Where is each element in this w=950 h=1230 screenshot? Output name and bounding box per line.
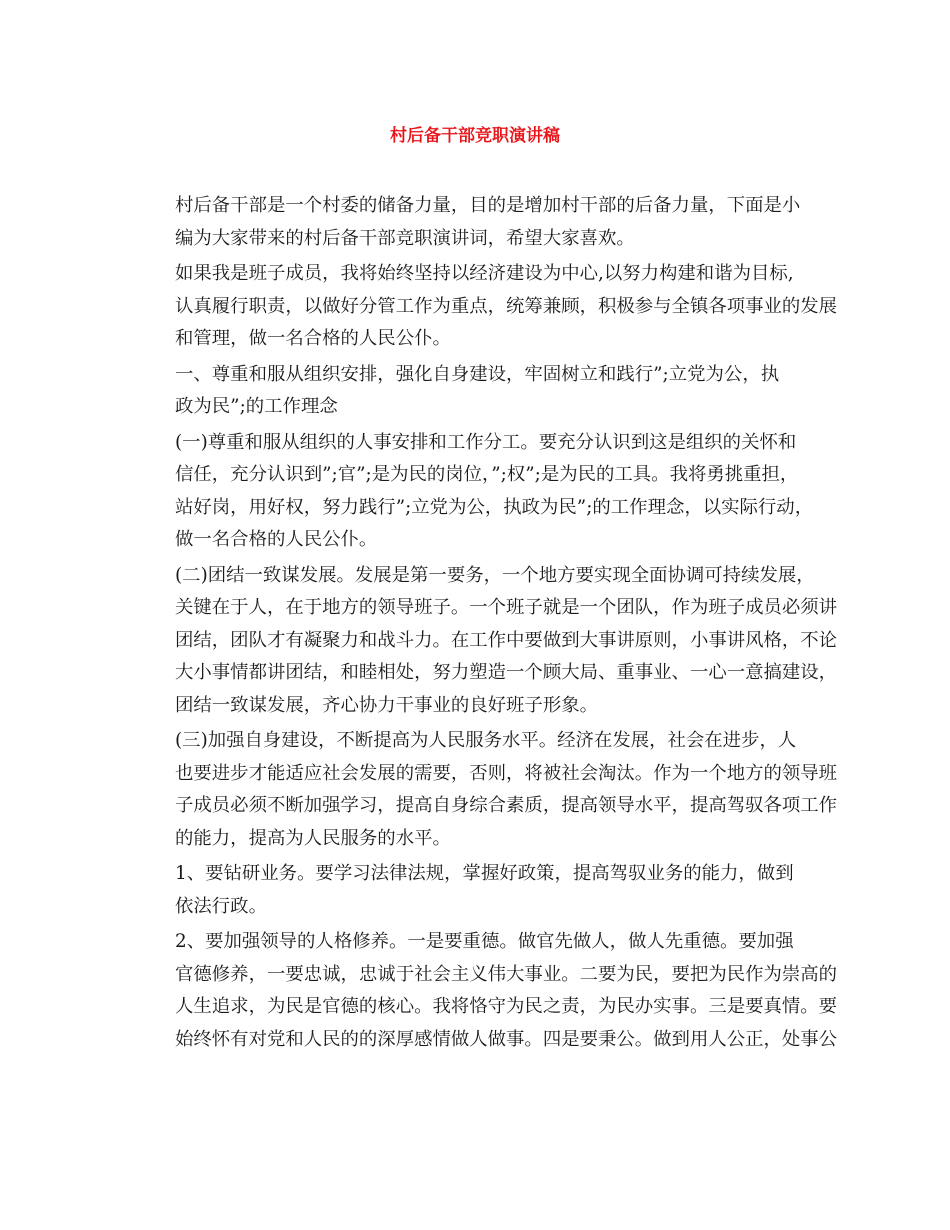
paragraph-line: (二)团结一致谋发展。发展是第一要务，一个地方要实现全面协调可持续发展， <box>175 564 815 586</box>
paragraph-line: 2、要加强领导的人格修养。一是要重德。做官先做人，做人先重德。要加强 <box>175 931 794 952</box>
paragraph-line: 如果我是班子成员，我将始终坚持以经济建设为中心,以努力构建和谐为目标, <box>175 263 794 284</box>
paragraph-point-2 <box>139 926 838 1056</box>
paragraph-line: 政为民”;的工作理念 <box>175 396 338 417</box>
paragraph-item-1 <box>139 427 815 557</box>
paragraph-line: 官德修养，一要忠诚，忠诚于社会主义伟大事业。二要为民，要把为民作为崇高的 <box>175 963 838 985</box>
paragraph-line: 的能力，提高为人民服务的水平。 <box>175 827 451 849</box>
paragraph-line: 站好岗，用好权，努力践行”;立党为公，执政为民”;的工作理念，以实际行动， <box>175 496 814 518</box>
paragraph-line: 1、要钻研业务。要学习法律法规，掌握好政策，提高驾驭业务的能力，做到 <box>175 863 794 884</box>
paragraph-line: 村后备干部是一个村委的储备力量，目的是增加村干部的后备力量，下面是小 <box>175 195 801 216</box>
paragraph-line: (一)尊重和服从组织的人事安排和工作分工。要充分认识到这是组织的关怀和 <box>175 431 797 453</box>
paragraph-line: 子成员必须不断加强学习，提高自身综合素质，提高领导水平，提高驾驭各项工作 <box>175 795 838 816</box>
paragraph-line: 始终怀有对党和人民的的深厚感情做人做事。四是要秉公。做到用人公正，处事公 <box>175 1028 838 1050</box>
paragraph-item-2 <box>139 560 838 723</box>
paragraph-line: 依法行政。 <box>175 895 267 917</box>
paragraph-line: 做一名合格的人民公仆。 <box>175 529 378 550</box>
paragraph-item-3 <box>139 725 838 855</box>
paragraph-line: 编为大家带来的村后备干部竞职演讲词，希望大家喜欢。 <box>175 227 635 249</box>
document-body <box>139 190 838 1059</box>
paragraph-line: 信任，充分认识到”;官”;是为民的岗位，”;权”;是为民的工具。我将勇挑重担， <box>175 464 799 485</box>
document-title: 村后备干部竞职演讲稿 <box>390 126 560 146</box>
paragraph-line: 认真履行职责，以做好分管工作为重点，统筹兼顾，积极参与全镇各项事业的发展 <box>175 295 838 317</box>
paragraph-line: 一、尊重和服从组织安排，强化自身建设，牢固树立和践行”;立党为公，执 <box>175 363 780 385</box>
paragraph-line: (三)加强自身建设，不断提高为人民服务水平。经济在发展，社会在进步，人 <box>175 730 797 751</box>
paragraph-intro <box>139 190 815 255</box>
paragraph-line: 和管理，做一名合格的人民公仆。 <box>175 328 451 349</box>
paragraph-line: 也要进步才能适应社会发展的需要，否则，将被社会淘汰。作为一个地方的领导班 <box>175 762 838 784</box>
paragraph-line: 人生追求，为民是官德的核心。我将恪守为民之责，为民办实事。三是要真情。要 <box>175 996 838 1017</box>
section-heading-1 <box>139 359 815 424</box>
paragraph-line: 团结，团队才有凝聚力和战斗力。在工作中要做到大事讲原则，小事讲风格，不论 <box>175 629 838 651</box>
paragraph-line: 大小事情都讲团结，和睦相处，努力塑造一个顾大局、重事业、一心一意搞建设， <box>175 662 838 683</box>
paragraph-line: 团结一致谋发展，齐心协力干事业的良好班子形象。 <box>175 694 598 716</box>
paragraph-commitment <box>139 258 838 356</box>
paragraph-point-1 <box>139 858 815 923</box>
paragraph-line: 关键在于人，在于地方的领导班子。一个班子就是一个团队，作为班子成员必须讲 <box>175 597 838 618</box>
